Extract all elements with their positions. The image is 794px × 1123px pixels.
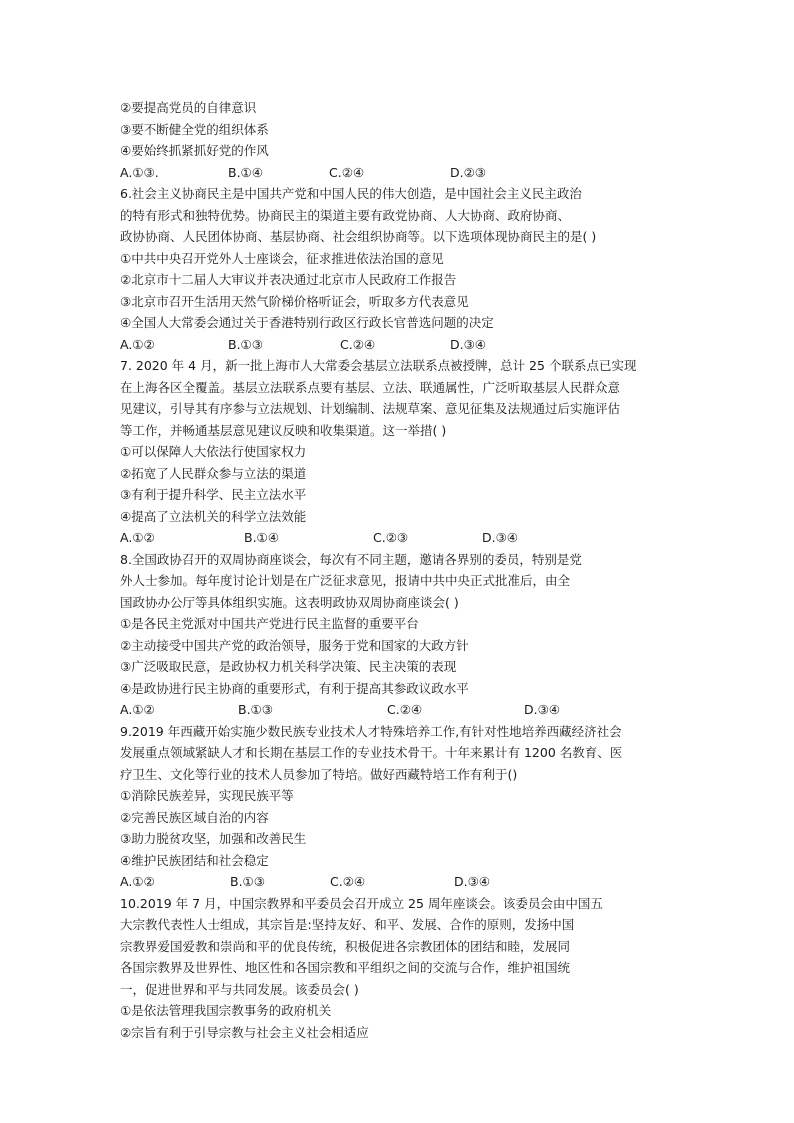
option-c: C.②④: [329, 164, 365, 180]
statement: ①消除民族差异，实现民族平等: [120, 788, 294, 803]
statement: ④维护民族团结和社会稳定: [120, 852, 269, 868]
statement: ②拓宽了人民群众参与立法的渠道: [120, 465, 307, 481]
option-c: C.②③: [373, 530, 409, 545]
option-d: D.②③: [450, 164, 487, 180]
statement: ②完善民族区域自治的内容: [120, 809, 269, 825]
question-content: [120, 97, 680, 1043]
question-stem: 的特有形式和独特优势。协商民主的渠道主要有政党协商、人大协商、政府协商、: [120, 207, 571, 223]
question-stem: 6.社会主义协商民主是中国共产党和中国人民的伟大创造，是中国社会主义民主政治: [120, 186, 582, 201]
option-c: C.②④: [340, 336, 376, 352]
option-a: A.①②: [120, 336, 155, 352]
question-stem: 见建议，引导其有序参与立法规划、计划编制、法规草案、意见征集及法规通过后实施评估: [120, 401, 621, 416]
option-b: B.①③: [230, 874, 265, 889]
statement: ①可以保障人大依法行使国家权力: [120, 444, 307, 459]
option-b: B.①④: [228, 164, 263, 180]
answer-options: [120, 871, 680, 893]
question-stem: 外人士参加。每年度讨论计划是在广泛征求意见，报请中共中央正式批准后，由全: [120, 573, 571, 588]
option-d: D.③④: [454, 874, 491, 889]
option-a: A.①②: [120, 530, 155, 545]
option-b: B.①③: [238, 702, 273, 717]
option-c: C.②④: [330, 874, 366, 889]
question-stem: 等工作，并畅通基层意见建议反映和收集渠道。这一举措( ): [120, 422, 447, 438]
question-stem: 政协协商、人民团体协商、基层协商、社会组织协商等。以下选项体现协商民主的是( ): [120, 229, 597, 244]
option-c: C.②④: [387, 702, 423, 717]
statement: ③有利于提升科学、民主立法水平: [120, 487, 307, 502]
question-stem: 10.2019 年 7 月，中国宗教界和平委员会召开成立 25 周年座谈会。该委员会由中国五: [120, 895, 603, 911]
option-d: D.③④: [482, 530, 519, 545]
question-stem: 宗教界爱国爱教和崇尚和平的优良传统，积极促进各宗教团体的团结和睦，发展同: [120, 938, 571, 954]
option-a: A.①②: [120, 874, 155, 889]
question-stem: 8.全国政协召开的双周协商座谈会，每次有不同主题，邀请各界别的委员，特别是党: [120, 551, 582, 567]
option-d: D.③④: [524, 702, 561, 717]
statement: ③助力脱贫攻坚，加强和改善民生: [120, 831, 307, 846]
statement: ③北京市召开生活用天然气阶梯价格听证会，听取多方代表意见: [120, 293, 469, 309]
option-a: A.①②: [120, 702, 155, 717]
option-d: D.③④: [450, 336, 487, 352]
statement: ②北京市十二届人大审议并表决通过北京市人民政府工作报告: [120, 272, 457, 287]
option-a: A.①③.: [120, 164, 159, 180]
question-stem: 国政协办公厅等具体组织实施。这表明政协双周协商座谈会( ): [120, 594, 459, 610]
answer-options: [120, 527, 680, 549]
question-stem: 一，促进世界和平与共同发展。该委员会( ): [120, 981, 359, 997]
option-b: B.①③: [228, 336, 263, 352]
statement: ①中共中央召开党外人士座谈会，征求推进依法治国的意见: [120, 250, 444, 266]
question-stem: 在上海各区全覆盖。基层立法联系点要有基层、立法、联通属性，广泛听取基层人民群众意: [120, 379, 621, 395]
statement: ②主动接受中国共产党的政治领导，服务于党和国家的大政方针: [120, 637, 469, 653]
answer-options: [120, 162, 680, 184]
statement: ③广泛吸取民意，是政协权力机关科学决策、民主决策的表现: [120, 659, 457, 674]
statement: ④要始终抓紧抓好党的作风: [120, 143, 269, 158]
statement: ②宗旨有利于引导宗教与社会主义社会相适应: [120, 1024, 369, 1040]
question-stem: 发展重点领域紧缺人才和长期在基层工作的专业技术骨干。十年来累计有 1200 名教育、医: [120, 745, 623, 760]
statement: ④提高了立法机关的科学立法效能: [120, 508, 307, 524]
question-stem: 疗卫生、文化等行业的技术人员参加了特培。做好西藏特培工作有利于(): [120, 766, 518, 782]
answer-options: [120, 334, 680, 356]
statement: ①是各民主党派对中国共产党进行民主监督的重要平台: [120, 616, 419, 631]
question-stem: 9.2019 年西藏开始实施少数民族专业技术人才特殊培养工作,有针对性地培养西藏经济社会: [120, 723, 622, 739]
statement: ④是政协进行民主协商的重要形式，有利于提高其参政议政水平: [120, 680, 469, 696]
question-stem: 7. 2020 年 4 月，新一批上海市人大常委会基层立法联系点被授牌，总计 25 个联系点已实现: [120, 358, 637, 373]
statement: ③要不断健全党的组织体系: [120, 121, 269, 137]
statement: ②要提高党员的自律意识: [120, 100, 257, 115]
question-stem: 大宗教代表性人士组成，其宗旨是:坚持友好、和平、发展、合作的原则，发扬中国: [120, 917, 575, 932]
option-b: B.①④: [244, 530, 279, 545]
statement: ④全国人大常委会通过关于香港特别行政区行政长官普选问题的决定: [120, 315, 494, 330]
answer-options: [120, 699, 680, 721]
statement: ①是依法管理我国宗教事务的政府机关: [120, 1003, 332, 1018]
question-stem: 各国宗教界及世界性、地区性和各国宗教和平组织之间的交流与合作，维护祖国统: [120, 960, 571, 975]
